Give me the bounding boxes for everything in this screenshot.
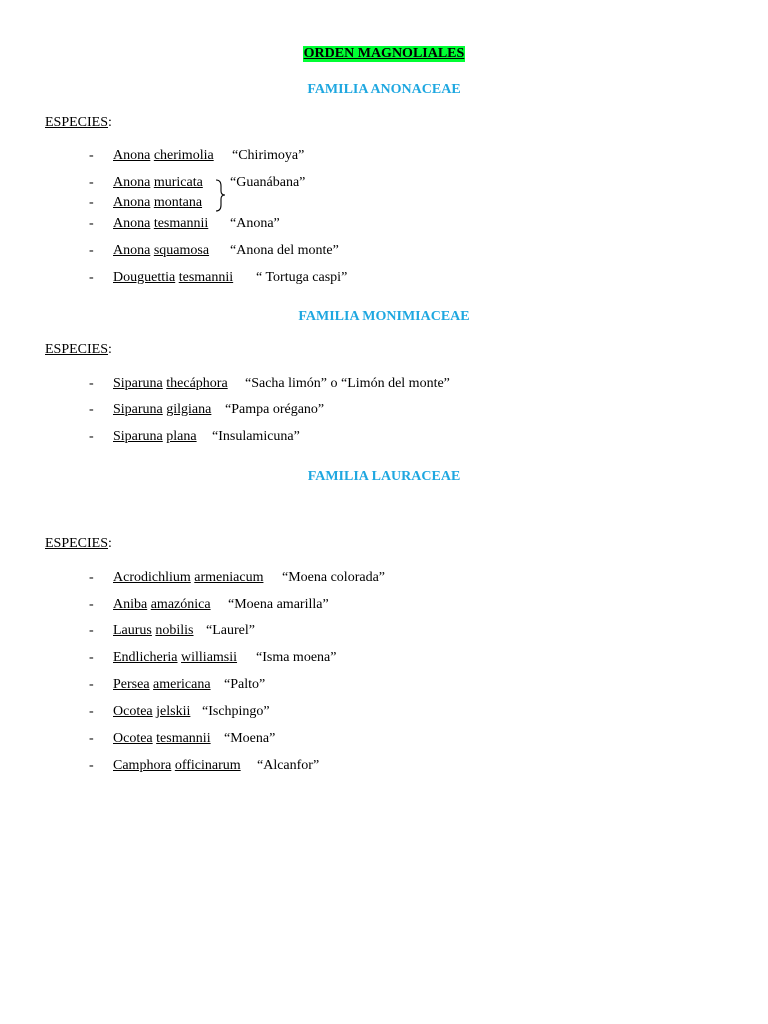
common-name: “Moena amarilla” — [228, 597, 329, 612]
list-dash: - — [89, 758, 94, 773]
list-dash: - — [89, 376, 94, 391]
genus: Douguettia — [113, 270, 176, 285]
genus: Camphora — [113, 758, 172, 773]
list-dash: - — [89, 570, 94, 585]
genus: Anona — [113, 195, 151, 210]
common-name: “Sacha limón” o “Limón del monte” — [245, 376, 450, 391]
epithet: tesmannii — [156, 731, 211, 746]
especies-label-lauraceae: ESPECIES: — [45, 536, 112, 551]
epithet: muricata — [153, 175, 203, 190]
common-name: “Moena colorada” — [282, 570, 385, 585]
list-dash: - — [89, 402, 94, 417]
list-dash: - — [89, 175, 94, 190]
genus: Persea — [113, 677, 150, 692]
order-title-wrap — [0, 46, 768, 62]
species-name — [113, 148, 214, 164]
species-name — [113, 175, 203, 191]
curly-brace-icon — [214, 177, 228, 213]
common-name: “Laurel” — [206, 623, 255, 638]
list-dash: - — [89, 243, 94, 258]
epithet: amazónica — [150, 597, 211, 612]
genus: Anona — [113, 216, 151, 231]
genus: Anona — [113, 243, 151, 258]
family-title-monimiaceae: FAMILIA MONIMIACEAE — [298, 309, 470, 324]
common-name: “Anona” — [230, 216, 280, 231]
epithet: squamosa — [153, 243, 210, 258]
epithet: jelskii — [156, 704, 191, 719]
list-dash: - — [89, 623, 94, 638]
common-name: “Palto” — [224, 677, 266, 692]
list-dash: - — [89, 597, 94, 612]
especies-label-text: ESPECIES — [45, 342, 109, 357]
genus: Ocotea — [113, 704, 153, 719]
epithet: tesmannii — [178, 270, 234, 285]
list-dash: - — [89, 650, 94, 665]
genus: Endlicheria — [113, 650, 178, 665]
list-dash: - — [89, 731, 94, 746]
family-title-lauraceae: FAMILIA LAURACEAE — [307, 469, 461, 484]
species-name — [113, 376, 228, 392]
common-name: “Moena” — [224, 731, 276, 746]
especies-label-text: ESPECIES — [45, 115, 109, 130]
common-name: “ Tortuga caspi” — [256, 270, 348, 285]
species-name — [113, 195, 202, 211]
genus: Anona — [113, 148, 151, 163]
list-dash: - — [89, 270, 94, 285]
species-name — [113, 650, 237, 666]
genus: Ocotea — [113, 731, 153, 746]
species-name — [113, 704, 190, 720]
list-dash: - — [89, 429, 94, 444]
common-name: “Chirimoya” — [232, 148, 305, 163]
epithet: montana — [153, 195, 203, 210]
family-title-anonaceae: FAMILIA ANONACEAE — [307, 82, 461, 97]
epithet: americana — [153, 677, 211, 692]
species-name — [113, 243, 209, 259]
species-name — [113, 677, 211, 693]
common-name: “Alcanfor” — [257, 758, 320, 773]
list-dash: - — [89, 195, 94, 210]
epithet: armeniacum — [194, 570, 264, 585]
species-name — [113, 623, 194, 639]
genus: Laurus — [113, 623, 152, 638]
common-name: “Pampa orégano” — [225, 402, 325, 417]
list-dash: - — [89, 677, 94, 692]
list-dash: - — [89, 148, 94, 163]
epithet: officinarum — [174, 758, 241, 773]
genus: Aniba — [113, 597, 148, 612]
species-name — [113, 216, 208, 232]
genus: Acrodichlium — [113, 570, 191, 585]
common-name: “Insulamicuna” — [212, 429, 300, 444]
order-title: ORDEN MAGNOLIALES — [303, 46, 465, 61]
species-name — [113, 758, 241, 774]
especies-label-text: ESPECIES — [45, 536, 109, 551]
epithet: plana — [166, 429, 197, 444]
species-name — [113, 429, 197, 445]
epithet: cherimolia — [153, 148, 214, 163]
genus: Siparuna — [113, 429, 163, 444]
list-dash: - — [89, 704, 94, 719]
common-name: “Ischpingo” — [202, 704, 270, 719]
epithet: tesmannii — [153, 216, 209, 231]
genus: Siparuna — [113, 402, 163, 417]
species-name — [113, 731, 211, 747]
species-name — [113, 270, 233, 286]
epithet: gilgiana — [166, 402, 212, 417]
common-name: “Anona del monte” — [230, 243, 339, 258]
genus: Anona — [113, 175, 151, 190]
epithet: nobilis — [155, 623, 194, 638]
species-name — [113, 597, 211, 613]
especies-label-monimiaceae: ESPECIES: — [45, 342, 112, 357]
especies-label-anonaceae: ESPECIES: — [45, 115, 112, 130]
list-dash: - — [89, 216, 94, 231]
species-name — [113, 402, 211, 418]
species-name — [113, 570, 263, 586]
common-name: “Isma moena” — [256, 650, 337, 665]
epithet: thecáphora — [166, 376, 228, 391]
epithet: williamsii — [181, 650, 238, 665]
common-name: “Guanábana” — [230, 175, 306, 190]
genus: Siparuna — [113, 376, 163, 391]
